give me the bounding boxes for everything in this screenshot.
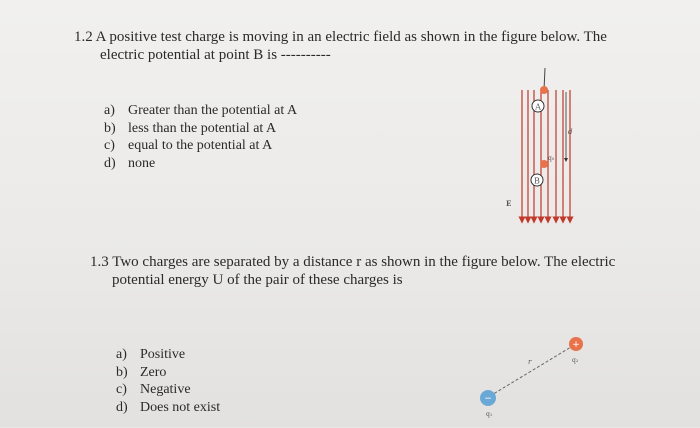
question-1-3-options (116, 346, 220, 416)
field-label: E (506, 199, 512, 208)
option-c[interactable]: c) Negative (116, 382, 191, 397)
positive-charge-dot-top (540, 86, 548, 94)
test-charge-q0 (540, 160, 548, 168)
electric-field-figure (500, 62, 590, 232)
r-label: r (528, 358, 532, 366)
q1-label: q₁ (486, 411, 493, 418)
question-1-2-options (104, 102, 297, 172)
question-1-3-text-line1: 1.3 Two charges are separated by a distance r as shown in the figure below. The electric (90, 254, 616, 270)
point-a-label: A (535, 102, 541, 112)
option-d[interactable]: d) Does not exist (116, 399, 221, 415)
q2-sign: + (572, 340, 580, 350)
question-1-3-text-line2: potential energy U of the pair of these charges is (112, 272, 403, 288)
q1-sign: − (484, 394, 492, 404)
field-lines (522, 90, 570, 220)
two-charges-figure (472, 328, 592, 428)
question-1-2-text-line1: 1.2 A positive test charge is moving in an electric field as shown in the figure below. The (74, 29, 607, 45)
option-b[interactable]: b) less than the potential at A (104, 120, 277, 136)
separation-line (490, 344, 576, 396)
question-1-2-text-line2: electric potential at point B is ---------- (100, 47, 331, 63)
distance-label: d (568, 128, 573, 136)
option-d[interactable]: d) none (104, 155, 156, 171)
option-a[interactable]: a) Greater than the potential at A (104, 103, 298, 118)
option-c[interactable]: c) equal to the potential at A (104, 138, 273, 153)
point-b-label: B (534, 176, 540, 186)
q2-label: q₂ (572, 357, 579, 364)
option-a[interactable]: a) Positive (116, 347, 186, 362)
option-b[interactable]: b) Zero (116, 364, 167, 380)
charge-label: q₀ (548, 155, 555, 162)
